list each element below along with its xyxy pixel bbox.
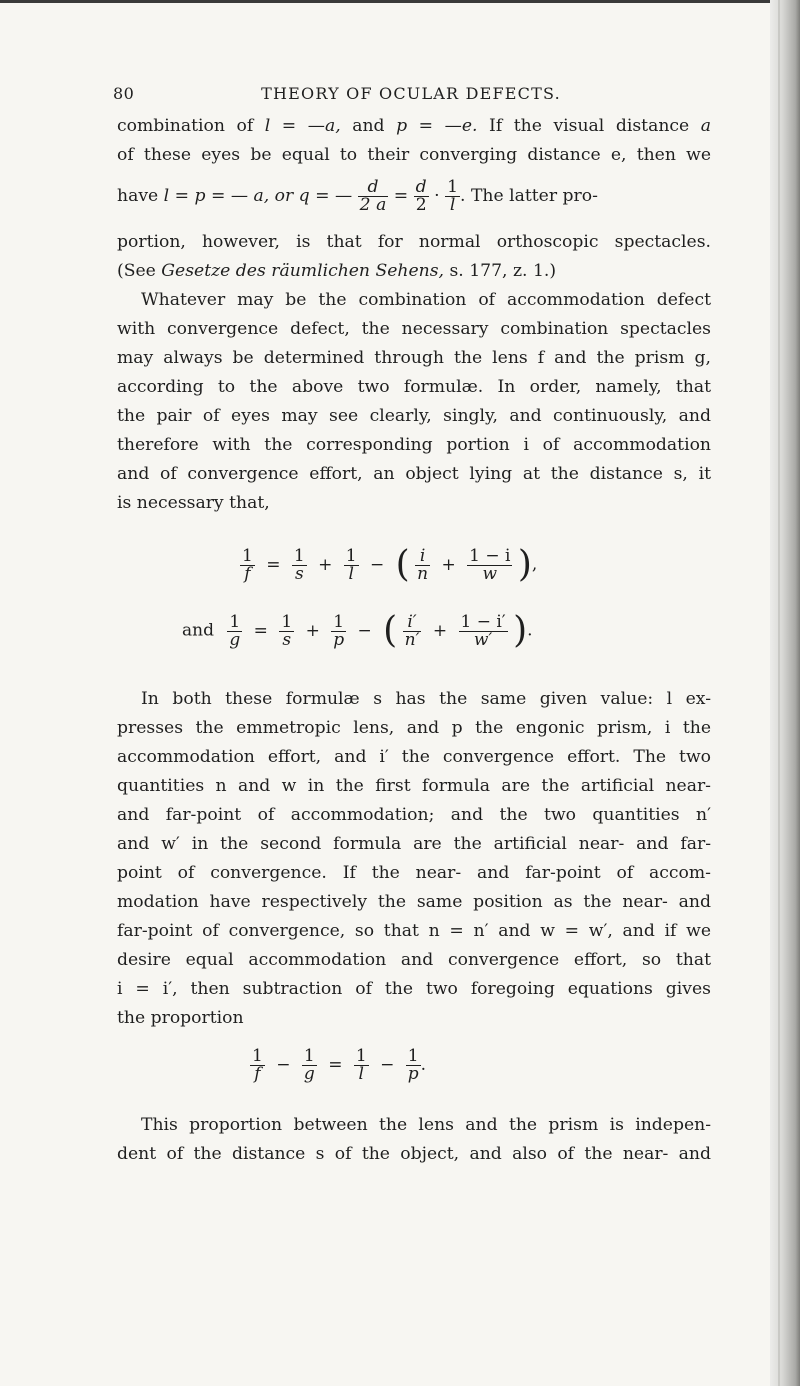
text-line: This proportion between the lens and the prism is indepen- xyxy=(141,1115,711,1135)
fraction: $\frac{1}{f}$ xyxy=(242,545,253,584)
fraction: $\frac{1}{s}$ xyxy=(281,611,293,650)
fraction: $\frac{1}{g}$ xyxy=(303,1046,315,1084)
text-line: portion, however, is that for normal orthoscopic spectacles. xyxy=(117,232,711,252)
text-line: point of convergence. If the near- and far-point of accom- xyxy=(117,863,711,883)
text-line: the pair of eyes may see clearly, singly, and continuously, and xyxy=(117,406,711,426)
fraction: $\frac{1}{f}$ xyxy=(252,1046,263,1084)
fraction: $\frac{1 - i'}{w'}$ xyxy=(460,611,506,650)
text-line: therefore with the corresponding portion i of accommodation xyxy=(117,435,711,455)
formula-1: $\frac{1}{f}$ = $\frac{1}{s}$ + $\frac{1}{l}$ − ( $\frac{i}{n}$ + $\frac{1 - i}{w}$ ), xyxy=(242,544,538,585)
text-line: modation have respectively the same position as the near- and xyxy=(117,892,711,912)
text-line: (See Gesetze des räumlichen Sehens, s. 177, z. 1.) xyxy=(117,261,557,281)
fraction: $\frac{i}{n}$ xyxy=(417,545,429,584)
text-line: far-point of convergence, so that n = n′ and w = w′, and if we xyxy=(117,921,711,941)
fraction: $\frac{1 - i}{w}$ xyxy=(469,545,511,584)
text-line: of these eyes be equal to their converging distance e, then we xyxy=(117,145,711,165)
text-line: presses the emmetropic lens, and p the engonic prism, i the xyxy=(117,718,711,738)
fraction: $\frac{1}{l}$ xyxy=(447,176,459,215)
text-line: is necessary that, xyxy=(117,493,270,513)
page-header xyxy=(113,84,709,110)
text-line: with convergence defect, the necessary combination spectacles xyxy=(117,319,711,339)
fraction: $\frac{i'}{n'}$ xyxy=(404,611,420,650)
formula-2: and $\frac{1}{g}$ = $\frac{1}{s}$ + $\frac{1}{p}$ − ( $\frac{i'}{n'}$ + $\frac{1 - i'}{w'}$ ). xyxy=(182,610,533,651)
text-line: and of convergence effort, an object lying at the distance s, it xyxy=(117,464,711,484)
page-edge-shadow xyxy=(770,0,800,1386)
fraction: $\frac{1}{p}$ xyxy=(407,1046,419,1084)
text-line: according to the above two formulæ. In order, namely, that xyxy=(117,377,711,397)
text-line: dent of the distance s of the object, and also of the near- and xyxy=(117,1144,711,1164)
text-line: Whatever may be the combination of accommodation defect xyxy=(141,290,711,310)
text-line: and w′ in the second formula are the artificial near- and far- xyxy=(117,834,711,854)
fraction: $\frac{1}{l}$ xyxy=(355,1046,367,1084)
text-line: i = i′, then subtraction of the two foregoing equations gives xyxy=(117,979,711,999)
text-line: the proportion xyxy=(117,1008,244,1028)
page-top-rule xyxy=(0,0,790,3)
fraction: $\frac{1}{s}$ xyxy=(293,545,305,584)
page-number: 80 xyxy=(113,84,135,103)
text-line: combination of l = —a, and p = —e. If the visual distance a xyxy=(117,116,711,136)
formula-3: $\frac{1}{f}$ − $\frac{1}{g}$ = $\frac{1}{l}$ − $\frac{1}{p}$ . xyxy=(252,1046,427,1084)
fraction: $\frac{d}{2 a}$ xyxy=(359,176,387,215)
text-line: and far-point of accommodation; and the two quantities n′ xyxy=(117,805,711,825)
fraction: $\frac{1}{p}$ xyxy=(333,611,345,650)
text-line: desire equal accommodation and convergence effort, so that xyxy=(117,950,711,970)
running-title: THEORY OF OCULAR DEFECTS. xyxy=(261,84,561,103)
text-line: quantities n and w in the first formula are the artificial near- xyxy=(117,776,711,796)
fraction: $\frac{1}{l}$ xyxy=(345,545,357,584)
text-line-with-fractions: have l = p = — a, or q = — $\frac{d}{2 a}$ = $\frac{d}{2}$ · $\frac{1}{l}$ . The latter pro- xyxy=(117,176,598,215)
text-line: In both these formulæ s has the same given value: l ex- xyxy=(141,689,711,709)
text-line: accommodation effort, and i′ the convergence effort. The two xyxy=(117,747,711,767)
fraction: $\frac{d}{2}$ xyxy=(415,176,427,215)
text-line: may always be determined through the lens f and the prism g, xyxy=(117,348,711,368)
fraction: $\frac{1}{g}$ xyxy=(229,611,241,650)
